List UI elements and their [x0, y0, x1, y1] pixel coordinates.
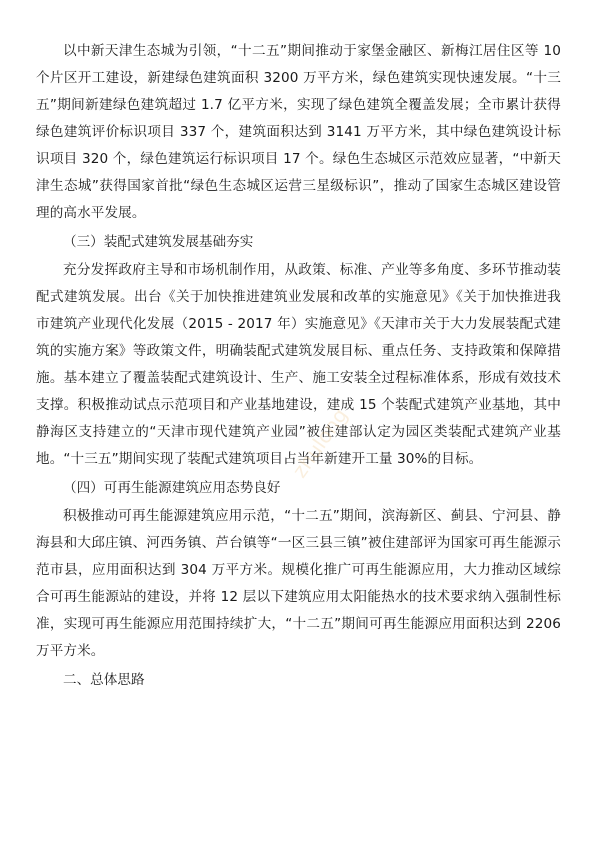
document-body	[36, 38, 561, 695]
section-heading-prefab: （三）装配式建筑发展基础夯实	[63, 234, 254, 250]
section-heading-renewable: （四）可再生能源建筑应用态势良好	[63, 480, 281, 496]
paragraph-green-building: 以中新天津生态城为引领，“十二五”期间推动于家堡金融区、新梅江居住区等 10 个片区开工建设，新建绿色建筑面积 3200 万平方米，绿色建筑实现快速发展。“十三五”期间新建绿色建筑超过 1.7 亿平方米，实现了绿色建筑全覆盖发展；全市累计获得绿色建筑评价标识项目 337 个，建筑面积达到 3141 万平方米，其中绿色建筑设计标识项目 320 个，绿色建筑运行标识项目 17 个。绿色生态城区示范效应显著，“中新天津生态城”获得国家首批“绿色生态城区运营三星级标识”，推动了国家生态城区建设管理的高水平发展。	[36, 43, 561, 221]
paragraph-renewable-energy: 积极推动可再生能源建筑应用示范，“十二五”期间，滨海新区、蓟县、宁河县、静海县和大邱庄镇、河西务镇、芦台镇等“一区三县三镇”被住建部评为国家可再生能源示范市县，应用面积达到 304 万平方米。规模化推广可再生能源应用，大力推动区域综合可再生能源站的建设，并将 12 层以下建筑应用太阳能热水的技术要求纳入强制性标准，实现可再生能源应用范围持续扩大，“十二五”期间可再生能源应用面积达到 2206 万平方米。	[36, 508, 561, 659]
paragraph-prefab-building: 充分发挥政府主导和市场机制作用，从政策、标准、产业等多角度、多环节推动装配式建筑发展。出台《关于加快推进建筑业发展和改革的实施意见》《关于加快推进我市建筑产业现代化发展（2015 - 2017 年）实施意见》《天津市关于大力发展装配式建筑的实施方案》等政策文件，明确装配式建筑发展目标、重点任务、支持政策和保障措施。基本建立了覆盖装配式建筑设计、生产、施工安装全过程标准体系，形成有效技术支撑。积极推动试点示范项目和产业基地建设，建成 15 个装配式建筑产业基地，其中静海区支持建立的“天津市现代建筑产业园”被住建部认定为园区类装配式建筑产业基地。“十三五”期间实现了装配式建筑项目占当年新建开工量 30%的目标。	[36, 262, 561, 467]
watermark-text: zhulong	[287, 403, 353, 483]
section-heading-overall: 二、总体思路	[63, 672, 145, 688]
watermark-logo-icon	[262, 402, 353, 483]
